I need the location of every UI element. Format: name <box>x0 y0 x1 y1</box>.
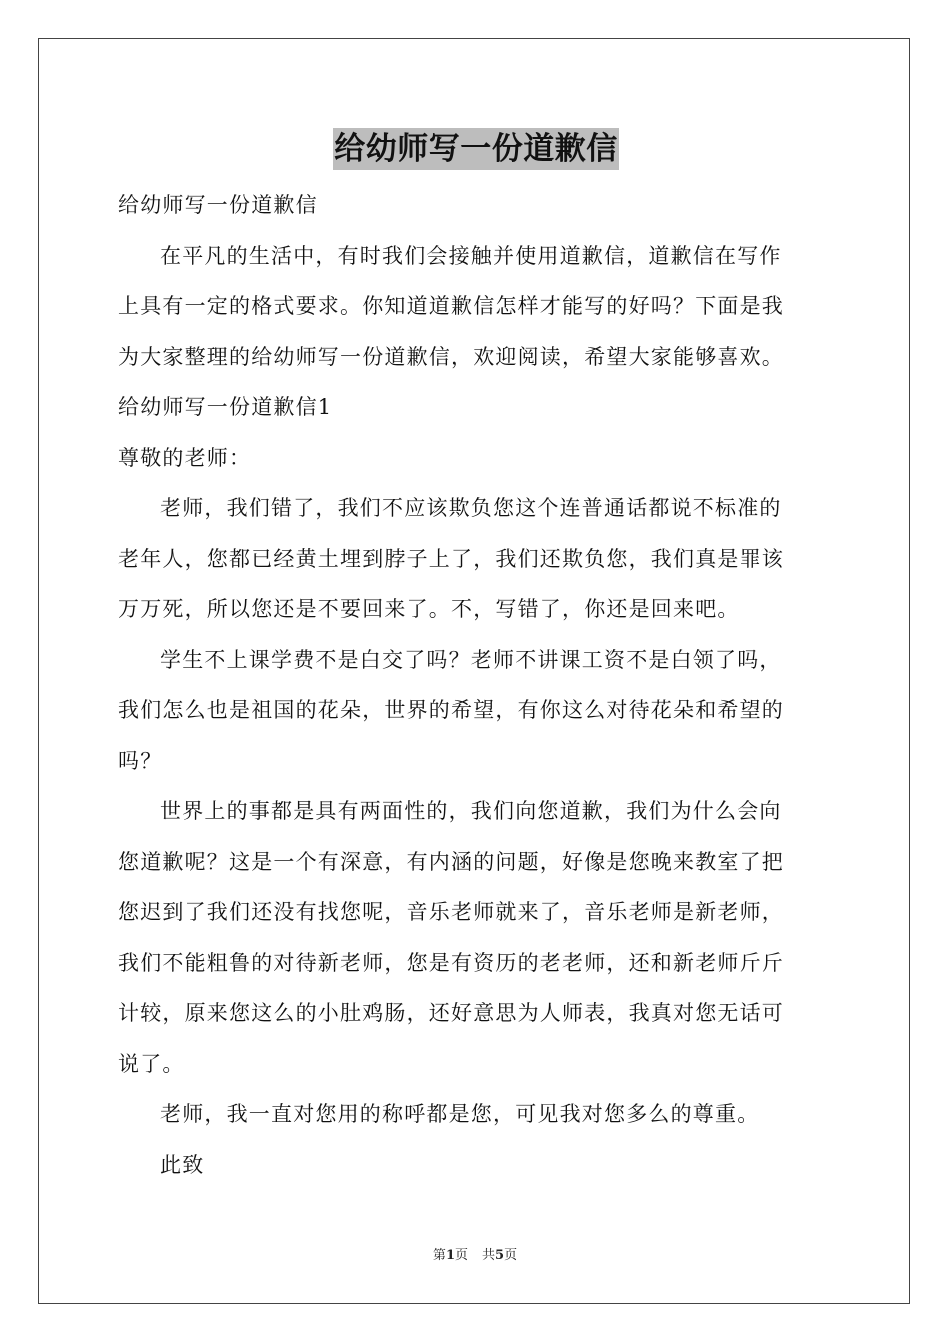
intro-line: 为大家整理的给幼师写一份道歉信，欢迎阅读，希望大家能够喜欢。 <box>118 344 784 369</box>
letter-paragraph <box>118 1089 834 1140</box>
subtitle: 给幼师写一份道歉信 <box>118 193 318 217</box>
document-body <box>118 118 834 1190</box>
page-suffix: 页 <box>454 1248 468 1263</box>
paragraph-line: 您迟到了我们还没有找您呢，音乐老师就来了，音乐老师是新老师， <box>118 900 784 924</box>
title-container <box>118 118 834 178</box>
paragraph-line: 说了。 <box>118 1051 185 1076</box>
salutation: 尊敬的老师： <box>118 445 252 470</box>
total-page-number: 5 <box>495 1248 505 1263</box>
letter-paragraph <box>118 483 834 635</box>
intro-line: 上具有一定的格式要求。你知道道歉信怎样才能写的好吗？下面是我 <box>118 294 784 318</box>
paragraph-line: 我们不能粗鲁的对待新老师，您是有资历的老老师，还和新老师斤斤 <box>118 950 784 975</box>
paragraph-line: 吗？ <box>118 748 163 773</box>
closing-line: 此致 <box>160 1152 205 1177</box>
letter-paragraph <box>118 635 834 787</box>
intro-paragraph <box>118 231 834 383</box>
section-heading: 给幼师写一份道歉信1 <box>118 395 333 419</box>
paragraph-line: 学生不上课学费不是白交了吗？老师不讲课工资不是白领了吗， <box>160 647 782 672</box>
paragraph-line: 您道歉呢？这是一个有深意，有内涵的问题，好像是您晚来教室了把 <box>118 849 784 874</box>
page-prefix: 第 <box>432 1248 446 1263</box>
paragraph-line: 计较，原来您这么的小肚鸡肠，还好意思为人师表，我真对您无话可 <box>118 1001 784 1025</box>
paragraph-line: 世界上的事都是具有两面性的，我们向您道歉，我们为什么会向 <box>160 799 782 823</box>
paragraph-line: 老年人，您都已经黄土埋到脖子上了，我们还欺负您，我们真是罪该 <box>118 546 784 571</box>
paragraph-line: 老师，我一直对您用的称呼都是您，可见我对您多么的尊重。 <box>160 1102 760 1126</box>
page-footer <box>0 1244 950 1263</box>
intro-line: 在平凡的生活中，有时我们会接触并使用道歉信，道歉信在写作 <box>160 243 782 268</box>
paragraph-line: 万万死，所以您还是不要回来了。不，写错了，你还是回来吧。 <box>118 597 740 621</box>
letter-paragraph <box>118 786 834 1089</box>
total-prefix: 共 <box>482 1248 496 1263</box>
document-title: 给幼师写一份道歉信 <box>333 128 619 170</box>
current-page-number: 1 <box>445 1248 455 1263</box>
letter-closing <box>118 1140 834 1191</box>
paragraph-line: 我们怎么也是祖国的花朵，世界的希望，有你这么对待花朵和希望的 <box>118 698 784 722</box>
paragraph-line: 老师，我们错了，我们不应该欺负您这个连普通话都说不标准的 <box>160 496 782 520</box>
total-suffix: 页 <box>504 1248 518 1263</box>
